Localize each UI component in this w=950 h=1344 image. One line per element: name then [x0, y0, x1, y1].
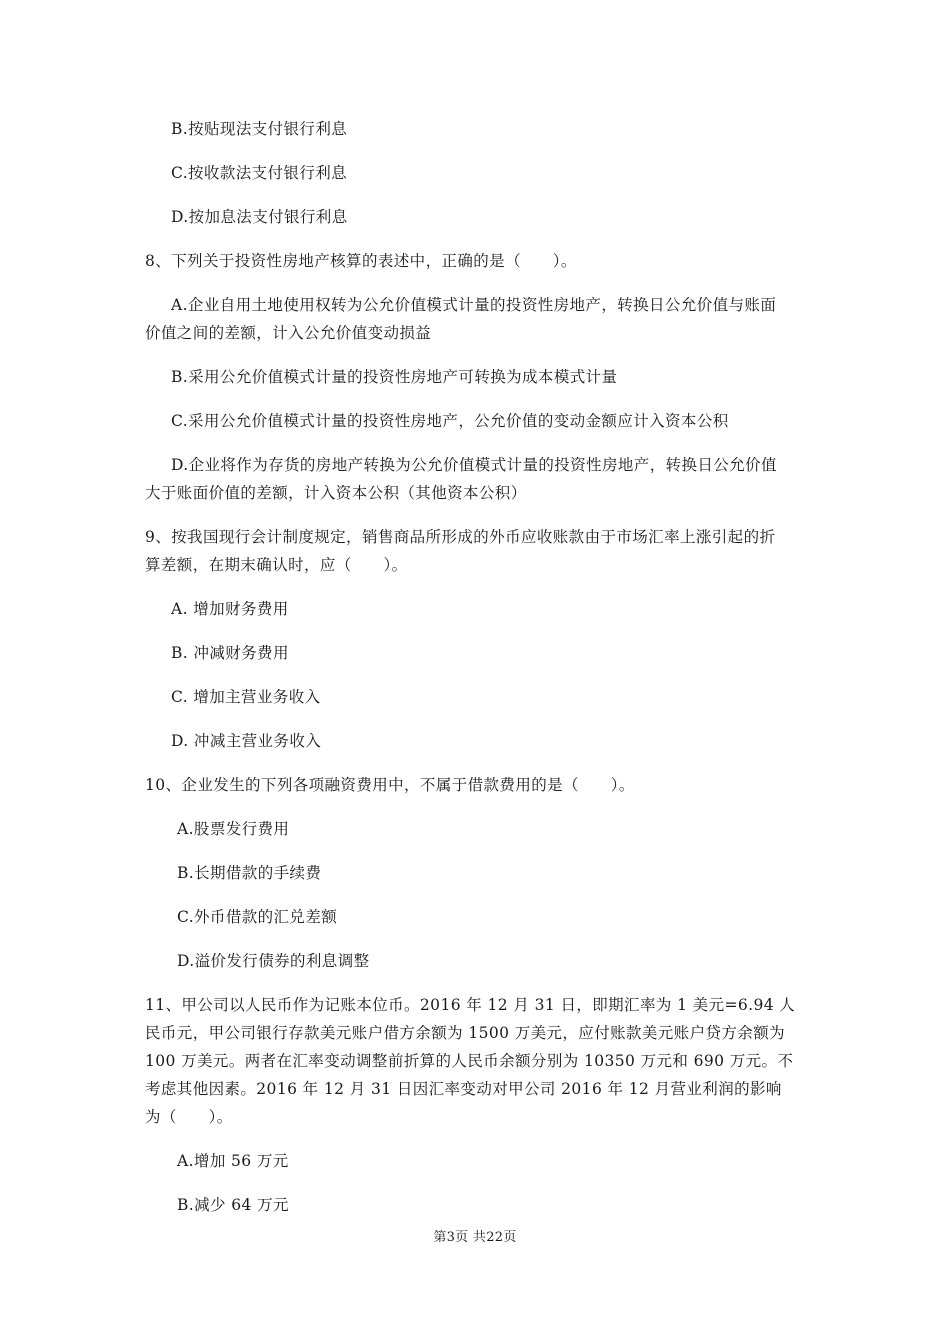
option-8c: C.采用公允价值模式计量的投资性房地产，公允价值的变动金额应计入资本公积 [171, 412, 729, 430]
question-9-line2: 算差额，在期末确认时，应（ ）。 [145, 556, 408, 574]
option-8d-line1: D.企业将作为存货的房地产转换为公允价值模式计量的投资性房地产，转换日公允价值 [171, 456, 777, 474]
option-10b: B.长期借款的手续费 [177, 864, 322, 882]
option-9a: A. 增加财务费用 [171, 600, 289, 618]
option-8b: B.采用公允价值模式计量的投资性房地产可转换为成本模式计量 [171, 368, 618, 386]
question-9-line1: 9、按我国现行会计制度规定，销售商品所形成的外币应收账款由于市场汇率上涨引起的折 [145, 528, 776, 546]
option-7d: D.按加息法支付银行利息 [171, 208, 348, 226]
option-9b: B. 冲减财务费用 [171, 644, 289, 662]
question-8: 8、下列关于投资性房地产核算的表述中，正确的是（ ）。 [145, 252, 577, 270]
question-11-line3: 100 万美元。两者在汇率变动调整前折算的人民币余额分别为 10350 万元和 690 万元。不 [145, 1052, 794, 1070]
option-11a: A.增加 56 万元 [177, 1152, 289, 1170]
option-8a-line2: 价值之间的差额，计入公允价值变动损益 [145, 324, 432, 342]
page-number-footer: 第3页 共22页 [433, 1230, 517, 1245]
question-11-line5: 为（ ）。 [145, 1108, 233, 1126]
option-10d: D.溢价发行债券的利息调整 [177, 952, 370, 970]
option-10a: A.股票发行费用 [177, 820, 290, 838]
option-9c: C. 增加主营业务收入 [171, 688, 321, 706]
option-11b: B.减少 64 万元 [177, 1196, 289, 1214]
option-9d: D. 冲减主营业务收入 [171, 732, 322, 750]
option-8a-line1: A.企业自用土地使用权转为公允价值模式计量的投资性房地产，转换日公允价值与账面 [171, 296, 777, 314]
option-8d-line2: 大于账面价值的差额，计入资本公积（其他资本公积） [145, 484, 527, 502]
question-11-line2: 民币元，甲公司银行存款美元账户借方余额为 1500 万美元，应付账款美元账户贷方余额为 [145, 1024, 786, 1042]
question-11-line1: 11、甲公司以人民币作为记账本位币。2016 年 12 月 31 日，即期汇率为 1 美元=6.94 人 [145, 996, 796, 1014]
option-7c: C.按收款法支付银行利息 [171, 164, 348, 182]
option-7b: B.按贴现法支付银行利息 [171, 120, 348, 138]
option-10c: C.外币借款的汇兑差额 [177, 908, 338, 926]
question-11-line4: 考虑其他因素。2016 年 12 月 31 日因汇率变动对甲公司 2016 年 12 月营业利润的影响 [145, 1080, 782, 1098]
question-10: 10、企业发生的下列各项融资费用中，不属于借款费用的是（ ）。 [145, 776, 635, 794]
